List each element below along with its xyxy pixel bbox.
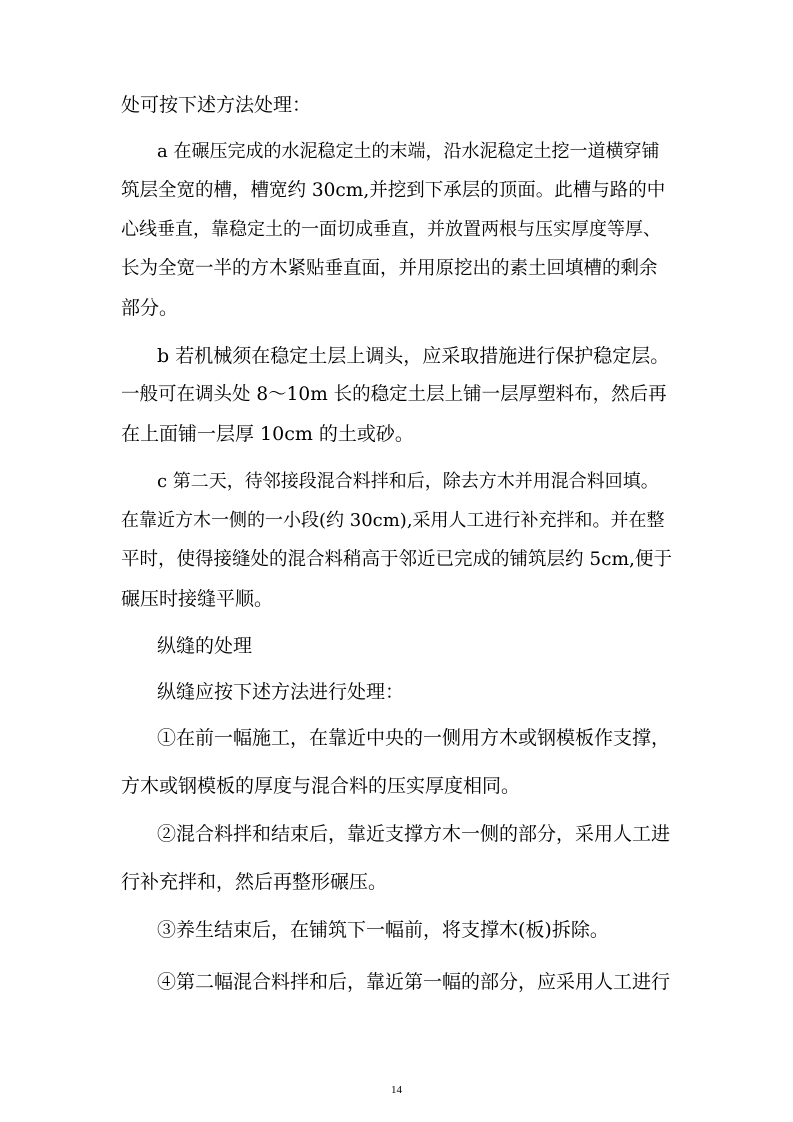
line-text: 在上面铺一层厚 10cm 的土或砂。 [121, 423, 414, 445]
text-line [0, 251, 793, 287]
line-text: 部分。 [121, 297, 179, 319]
text-line [0, 542, 793, 578]
text-line [0, 581, 793, 617]
text-line [0, 173, 793, 209]
line-text: ②混合料拌和结束后，靠近支撑方木一侧的部分，采用人工进 [157, 823, 671, 845]
line-text: 心线垂直，靠稳定土的一面切成垂直，并放置两根与压实厚度等厚、 [121, 219, 661, 240]
text-line [0, 964, 793, 1000]
text-line [0, 377, 793, 413]
text-line [0, 87, 793, 123]
text-line [0, 290, 793, 326]
text-line [0, 464, 793, 500]
line-text: b 若机械须在稳定土层上调头，应采取措施进行保护稳定层。 [157, 345, 670, 367]
line-text: 一般可在调头处 8～10m 长的稳定土层上铺一层厚塑料布，然后再 [121, 384, 667, 405]
text-line [0, 912, 793, 948]
line-text: 筑层全宽的槽，槽宽约 30cm,并挖到下承层的顶面。此槽与路的中 [121, 180, 666, 201]
line-text: 方木或钢模板的厚度与混合料的压实厚度相同。 [121, 775, 521, 797]
text-line [0, 212, 793, 248]
text-line [0, 816, 793, 852]
text-line [0, 503, 793, 539]
line-text: c 第二天，待邻接段混合料拌和后，除去方木并用混合料回填。 [157, 471, 659, 492]
line-text: ④第二幅混合料拌和后，靠近第一幅的部分，应采用人工进行 [157, 971, 671, 993]
section-heading [0, 628, 793, 664]
line-text: 处可按下述方法处理： [121, 94, 312, 116]
text-line [0, 720, 793, 756]
line-text: 平时，使得接缝处的混合料稍高于邻近已完成的铺筑层约 5cm,便于 [121, 549, 672, 570]
text-line [0, 674, 793, 710]
page-number: 14 [391, 1084, 402, 1096]
line-text: 纵缝的处理 [157, 635, 253, 657]
line-text: 碾压时接缝平顺。 [121, 588, 274, 610]
line-text: 行补充拌和，然后再整形碾压。 [121, 871, 388, 893]
line-text: 在靠近方木一侧的一小段(约 30cm),采用人工进行补充拌和。并在整 [121, 510, 665, 531]
line-text: 长为全宽一半的方木紧贴垂直面，并用原挖出的素土回填槽的剩余 [121, 258, 658, 279]
text-line [0, 338, 793, 374]
text-line [0, 864, 793, 900]
line-text: a 在碾压完成的水泥稳定土的末端，沿水泥稳定土挖一道横穿铺 [157, 141, 660, 162]
text-line [0, 768, 793, 804]
line-text: 纵缝应按下述方法进行处理： [157, 681, 405, 703]
line-text: ③养生结束后，在铺筑下一幅前，将支撑木(板)拆除。 [157, 919, 609, 941]
line-text: ①在前一幅施工，在靠近中央的一侧用方木或钢模板作支撑， [157, 727, 671, 749]
text-line [0, 416, 793, 452]
text-line [0, 134, 793, 170]
